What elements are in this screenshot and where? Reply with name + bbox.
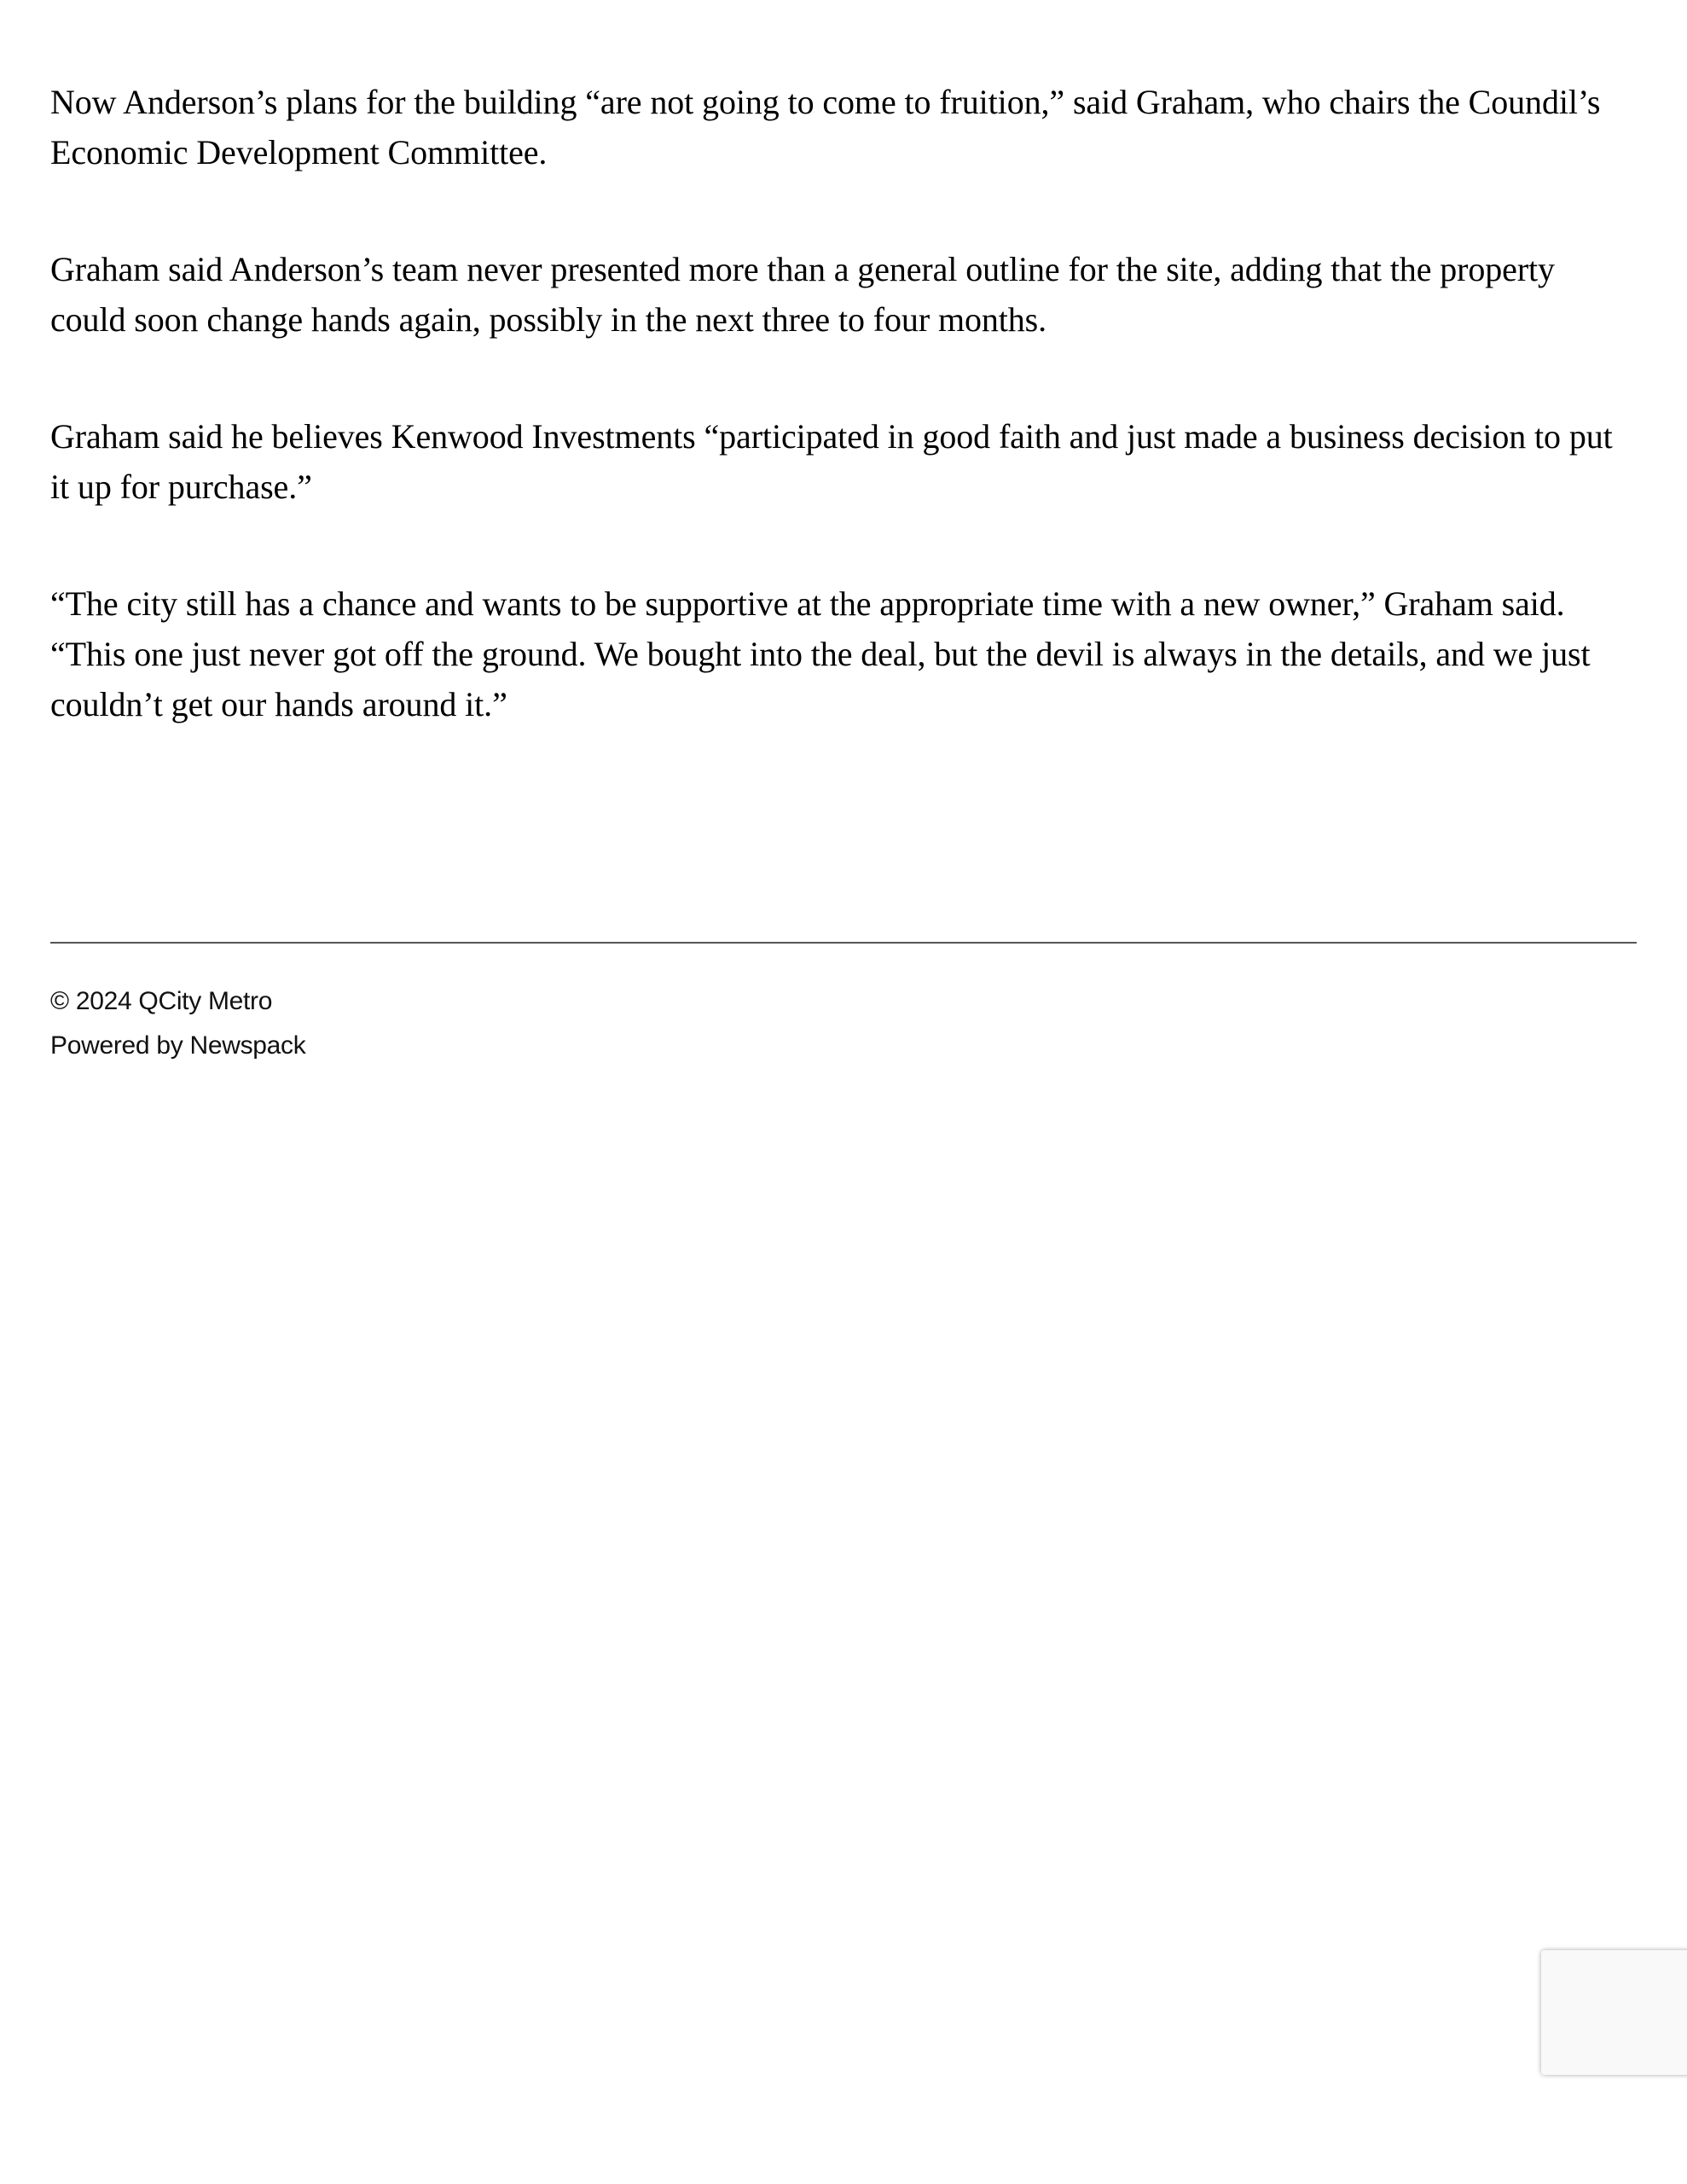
- recaptcha-badge[interactable]: [1541, 1950, 1687, 2075]
- site-footer: [50, 979, 305, 1068]
- copyright-text: © 2024 QCity Metro: [50, 987, 273, 1015]
- powered-by-line: [50, 1024, 305, 1068]
- article-paragraph: Now Anderson’s plans for the building “are not going to come to fruition,” said Graham, who chairs the Coundil’s Economic Development Committee.: [50, 83, 1601, 171]
- footer-divider: [50, 942, 1637, 944]
- newspack-link[interactable]: Newspack: [189, 1031, 306, 1060]
- article-paragraph: Graham said he believes Kenwood Investments “participated in good faith and just made a business decision to put it up for purchase.”: [50, 417, 1613, 506]
- powered-by-label: Powered by: [50, 1031, 190, 1060]
- article-paragraph: Graham said Anderson’s team never presented more than a general outline for the site, adding that the property could soon change hands again, possibly in the next three to four months.: [50, 250, 1555, 339]
- article-body: [50, 77, 1637, 796]
- article-paragraph: “The city still has a chance and wants to be supportive at the appropriate time with a new owner,” Graham said. “This one just never got off the ground. We bought into the deal, but the devil is always in the details, and we just couldn’t get our hands around it.”: [50, 584, 1591, 723]
